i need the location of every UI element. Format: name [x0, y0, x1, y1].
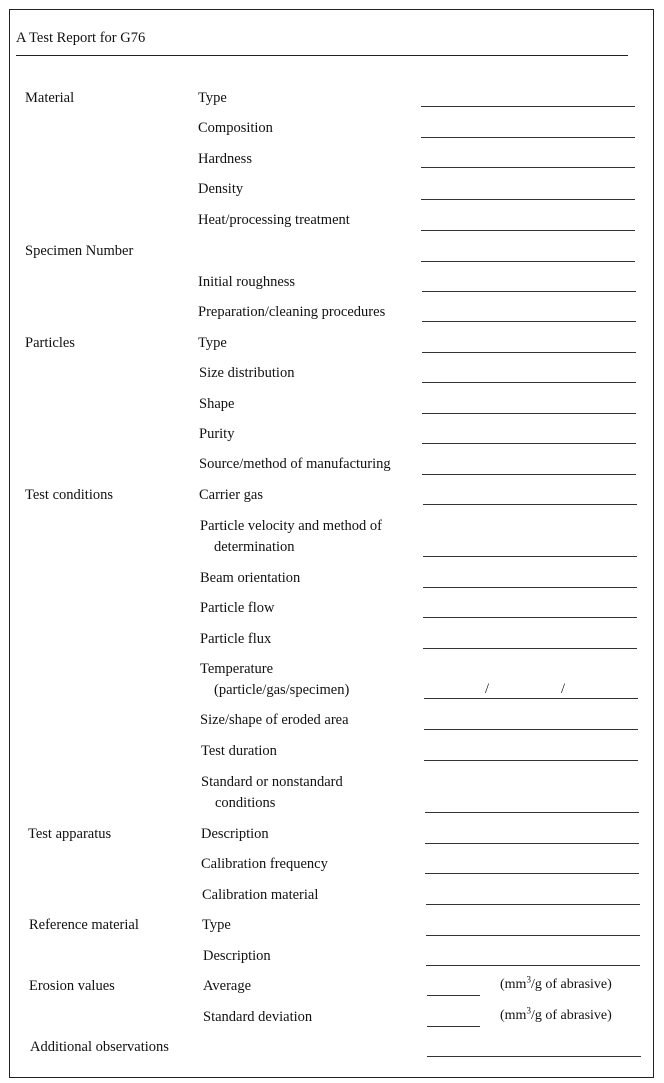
field-label-test-duration: Test duration: [201, 743, 277, 759]
blank-line-purity[interactable]: [422, 443, 636, 444]
field-label-particle-flow: Particle flow: [200, 600, 275, 616]
blank-line-size-distribution[interactable]: [422, 382, 636, 383]
blank-line-particle-flux[interactable]: [423, 648, 637, 649]
field-label-density: Density: [198, 181, 244, 197]
blank-line-density[interactable]: [421, 199, 635, 200]
blank-line-beam-orientation[interactable]: [423, 587, 637, 588]
blank-line-source-method[interactable]: [422, 474, 636, 475]
section-label-test-apparatus: Test apparatus: [28, 826, 112, 842]
field-label-particle-velocity: Particle velocity and method of: [200, 518, 383, 534]
units-standard-deviation: ($mm^3/g$ of abrasive): [500, 1005, 612, 1023]
blank-line-specimen-number[interactable]: [421, 261, 635, 262]
temperature-separator-1: /: [485, 681, 490, 697]
field-label-standard-deviation: Standard deviation: [203, 1009, 313, 1025]
field-label-temperature: Temperature: [200, 661, 274, 677]
field-label-size-distribution: Size distribution: [199, 365, 295, 381]
field-label-carrier-gas: Carrier gas: [199, 487, 264, 503]
blank-line-preparation[interactable]: [422, 321, 636, 322]
blank-line-shape[interactable]: [422, 413, 636, 414]
blank-line-reference-type[interactable]: [426, 935, 640, 936]
field-label-heat-processing: Heat/processing treatment: [198, 212, 350, 228]
field-label-average: Average: [203, 978, 252, 994]
section-label-erosion-values: Erosion values: [29, 978, 115, 994]
blank-line-hardness[interactable]: [421, 167, 635, 168]
field-label-particle-velocity-cont: determination: [214, 539, 295, 555]
blank-line-size-shape-eroded[interactable]: [424, 729, 638, 730]
field-label-beam-orientation: Beam orientation: [200, 570, 301, 586]
field-label-particle-flux: Particle flux: [200, 631, 272, 647]
blank-line-heat-processing[interactable]: [421, 230, 635, 231]
report-title: A Test Report for G76: [16, 30, 146, 46]
section-label-additional-observations: Additional observations: [30, 1039, 169, 1055]
blank-line-additional-observations[interactable]: [427, 1056, 641, 1057]
field-label-reference-description: Description: [203, 948, 271, 964]
field-label-material-type: Type: [198, 90, 227, 106]
section-label-reference-material: Reference material: [29, 917, 139, 933]
field-label-preparation: Preparation/cleaning procedures: [198, 304, 386, 320]
section-label-particles: Particles: [25, 335, 75, 351]
blank-line-calibration-frequency[interactable]: [425, 873, 639, 874]
blank-line-particle-velocity[interactable]: [423, 556, 637, 557]
field-label-reference-type: Type: [202, 917, 231, 933]
field-label-calibration-material: Calibration material: [202, 887, 319, 903]
field-label-particles-type: Type: [198, 335, 227, 351]
blank-line-temperature[interactable]: [424, 698, 638, 699]
blank-line-carrier-gas[interactable]: [423, 504, 637, 505]
blank-line-material-type[interactable]: [421, 106, 635, 107]
blank-line-reference-description[interactable]: [426, 965, 640, 966]
blank-line-standard-deviation[interactable]: [427, 1026, 480, 1027]
field-label-temperature-cont: (particle/gas/specimen): [214, 682, 350, 698]
title-rule: [16, 55, 628, 56]
section-label-test-conditions: Test conditions: [25, 487, 113, 503]
blank-line-apparatus-description[interactable]: [425, 843, 639, 844]
blank-line-initial-roughness[interactable]: [422, 291, 636, 292]
section-label-specimen-number: Specimen Number: [25, 243, 134, 259]
field-label-purity: Purity: [199, 426, 235, 442]
field-label-calibration-frequency: Calibration frequency: [201, 856, 328, 872]
field-label-size-shape-eroded: Size/shape of eroded area: [200, 712, 349, 728]
blank-line-average[interactable]: [427, 995, 480, 996]
field-label-initial-roughness: Initial roughness: [198, 274, 296, 290]
section-label-material: Material: [25, 90, 75, 106]
field-label-standard-nonstandard-cont: conditions: [215, 795, 276, 811]
field-label-apparatus-description: Description: [201, 826, 269, 842]
units-average: ($mm^3/g$ of abrasive): [500, 974, 612, 992]
blank-line-test-duration[interactable]: [424, 760, 638, 761]
field-label-hardness: Hardness: [198, 151, 252, 167]
field-label-shape: Shape: [199, 396, 235, 412]
blank-line-particle-flow[interactable]: [423, 617, 637, 618]
field-label-standard-nonstandard: Standard or nonstandard: [201, 774, 343, 790]
blank-line-particles-type[interactable]: [422, 352, 636, 353]
field-label-source-method: Source/method of manufacturing: [199, 456, 391, 472]
field-label-composition: Composition: [198, 120, 273, 136]
blank-line-composition[interactable]: [421, 137, 635, 138]
blank-line-calibration-material[interactable]: [426, 904, 640, 905]
temperature-separator-2: /: [561, 681, 566, 697]
blank-line-standard-nonstandard[interactable]: [425, 812, 639, 813]
